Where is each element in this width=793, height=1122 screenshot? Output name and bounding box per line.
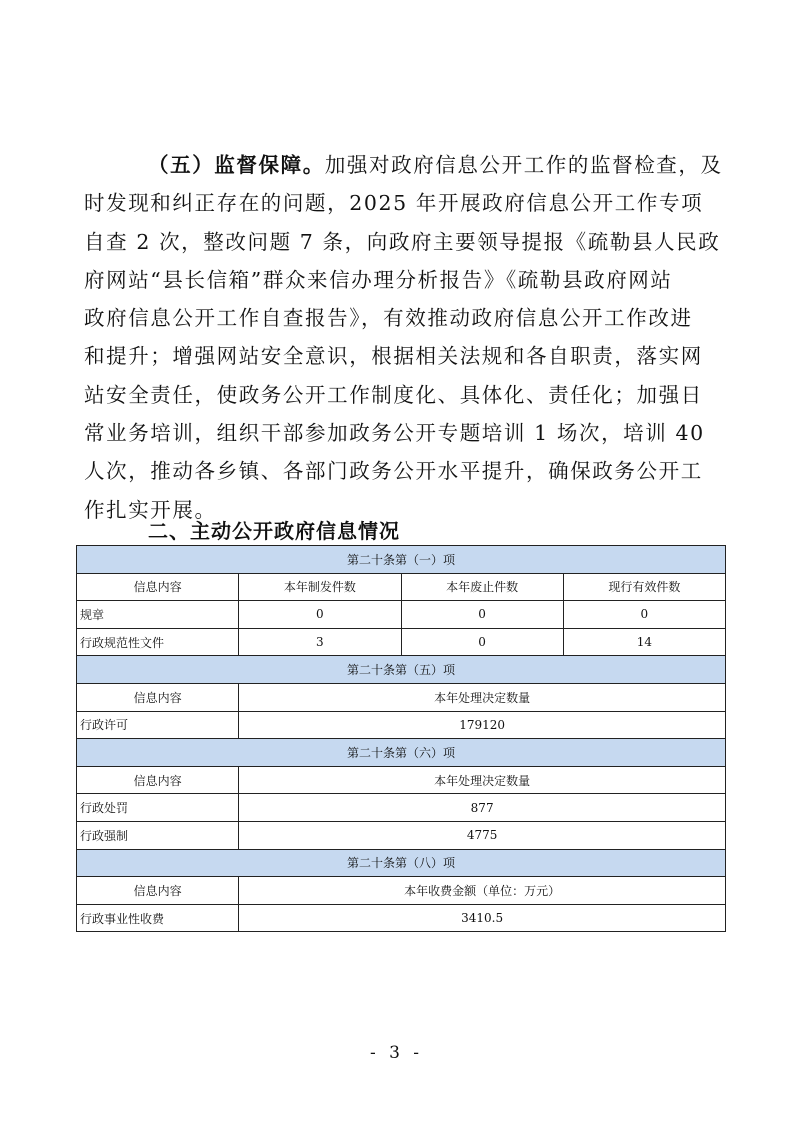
header-cell: 本年废止件数 xyxy=(401,573,563,601)
table-row xyxy=(77,628,726,656)
cell-value: 14 xyxy=(563,628,725,656)
cell-value: 4775 xyxy=(239,821,726,849)
paragraph-line-3: 自查 2 次，整改问题 7 条，向政府主要领导提报《疏勒县人民政 xyxy=(84,229,721,254)
row-label: 行政事业性收费 xyxy=(77,904,239,932)
header-cell: 信息内容 xyxy=(77,683,239,711)
paragraph-line-8: 常业务培训，组织干部参加政务公开专题培训 1 场次，培训 40 xyxy=(84,421,705,446)
paragraph-line-7: 站安全责任，使政务公开工作制度化、具体化、责任化；加强日 xyxy=(84,382,703,407)
header-cell: 本年处理决定数量 xyxy=(239,766,726,794)
section-title: 二、主动公开政府信息情况 xyxy=(148,519,400,543)
cell-value: 3410.5 xyxy=(239,904,726,932)
section-title-cell: 第二十条第（六）项 xyxy=(77,739,726,767)
header-cell: 信息内容 xyxy=(77,877,239,905)
row-label: 行政许可 xyxy=(77,711,239,739)
paragraph-line-10: 作扎实开展。 xyxy=(84,497,217,522)
paragraph-line-6: 和提升；增强网站安全意识，根据相关法规和各自职责，落实网 xyxy=(84,344,703,369)
cell-value: 0 xyxy=(401,601,563,629)
page-number: - 3 - xyxy=(369,1043,424,1063)
table-header-row xyxy=(77,683,726,711)
cell-value: 179120 xyxy=(239,711,726,739)
paragraph-lead: （五）监督保障。 xyxy=(148,153,325,177)
table-header-row xyxy=(77,877,726,905)
header-cell: 信息内容 xyxy=(77,573,239,601)
table-header-row xyxy=(77,573,726,601)
paragraph-line-9: 人次，推动各乡镇、各部门政务公开水平提升，确保政务公开工 xyxy=(84,459,703,484)
paragraph-line-4: 府网站“县长信箱”群众来信办理分析报告》《疏勒县政府网站 xyxy=(84,267,673,292)
table-header-row xyxy=(77,766,726,794)
row-label: 行政规范性文件 xyxy=(77,628,239,656)
section-title-cell: 第二十条第（一）项 xyxy=(77,546,726,574)
info-disclosure-table xyxy=(76,545,726,932)
cell-value: 3 xyxy=(239,628,401,656)
section-header-row xyxy=(77,739,726,767)
section-title-cell: 第二十条第（八）项 xyxy=(77,849,726,877)
cell-value: 0 xyxy=(239,601,401,629)
header-cell: 信息内容 xyxy=(77,766,239,794)
table-row xyxy=(77,601,726,629)
paragraph-text: 加强对政府信息公开工作的监督检查，及 xyxy=(324,153,723,177)
table-row xyxy=(77,904,726,932)
supervision-paragraph xyxy=(84,146,724,529)
row-label: 行政强制 xyxy=(77,821,239,849)
header-cell: 本年处理决定数量 xyxy=(239,683,726,711)
paragraph-line-5: 政府信息公开工作自查报告》，有效推动政府信息公开工作改进 xyxy=(84,306,693,331)
header-cell: 现行有效件数 xyxy=(563,573,725,601)
section-header-row xyxy=(77,849,726,877)
header-cell: 本年制发件数 xyxy=(239,573,401,601)
cell-value: 877 xyxy=(239,794,726,822)
table-row xyxy=(77,711,726,739)
table-row xyxy=(77,794,726,822)
row-label: 规章 xyxy=(77,601,239,629)
cell-value: 0 xyxy=(401,628,563,656)
row-label: 行政处罚 xyxy=(77,794,239,822)
paragraph-line-2: 时发现和纠正存在的问题，2025 年开展政府信息公开工作专项 xyxy=(84,191,704,216)
section-header-row xyxy=(77,546,726,574)
section-title-cell: 第二十条第（五）项 xyxy=(77,656,726,684)
cell-value: 0 xyxy=(563,601,725,629)
paragraph-line-1 xyxy=(84,146,724,184)
section-header-row xyxy=(77,656,726,684)
header-cell: 本年收费金额（单位：万元） xyxy=(239,877,726,905)
table-row xyxy=(77,821,726,849)
